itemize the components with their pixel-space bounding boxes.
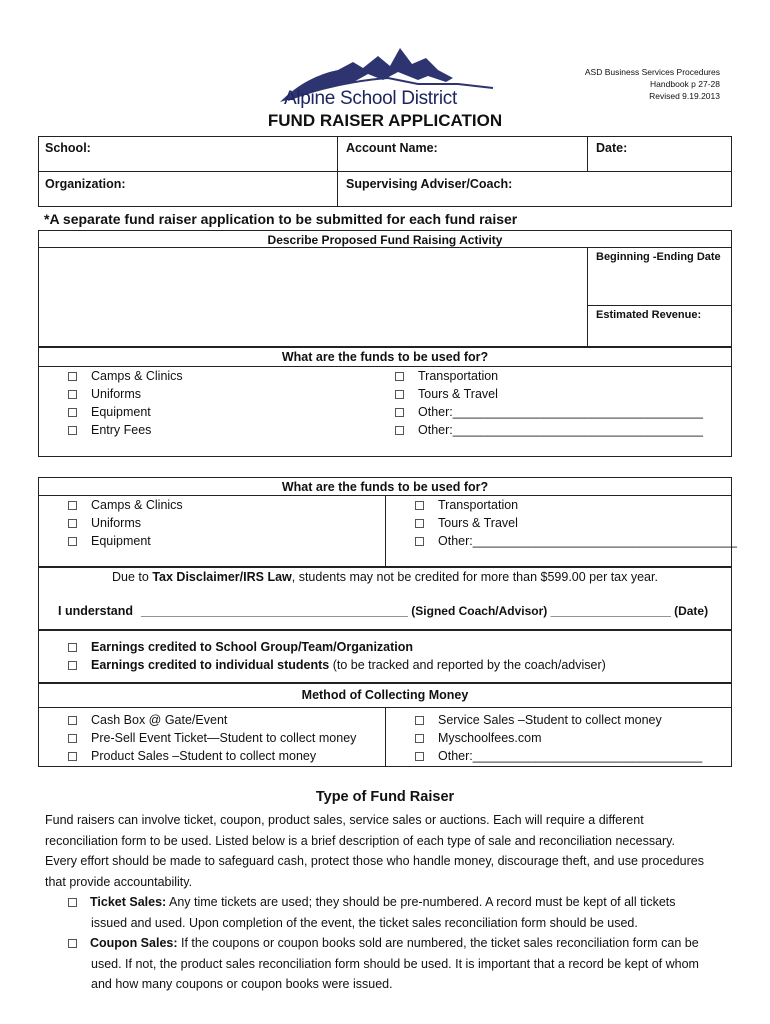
tax-disclaimer-pre: Due to <box>112 570 153 584</box>
collecting-option[interactable] <box>68 731 356 745</box>
checkbox[interactable] <box>395 426 404 435</box>
intro-line: that provide accountability. <box>45 874 193 889</box>
fund-option[interactable] <box>395 387 498 401</box>
collecting-option-label: Other:_________________________________ <box>438 749 703 763</box>
fund-option-label: Other:____________________________________ <box>418 405 704 419</box>
fund-option-label: Uniforms <box>91 516 142 530</box>
coupon-sales-line: If the coupons or coupon books sold are numbered, the ticket sales reconciliation form can be <box>177 936 699 950</box>
earnings-option-label: Earnings credited to School Group/Team/Organization <box>91 640 414 654</box>
checkbox[interactable] <box>415 537 424 546</box>
earnings-option[interactable] <box>68 658 606 672</box>
tax-disclaimer-post: , students may not be credited for more than $599.00 per tax year. <box>291 570 658 584</box>
fund-option[interactable] <box>68 534 151 548</box>
fund-option-label: Transportation <box>438 498 519 512</box>
types-intro <box>45 810 735 892</box>
ticket-sales-line: Any time tickets are used; they should be pre-numbered. A record must be kept of all tickets <box>166 895 676 909</box>
ticket-sales-label: Ticket Sales: <box>90 895 167 909</box>
signature-line[interactable]: ________________________________________ (Signed Coach/Advisor) __________________ (Date) <box>141 604 709 618</box>
fund-option[interactable] <box>68 369 183 383</box>
checkbox[interactable] <box>395 372 404 381</box>
coupon-sales-label: Coupon Sales: <box>90 936 178 950</box>
dates-field[interactable]: Beginning -Ending Date <box>596 251 721 263</box>
fund-option-label: Camps & Clinics <box>91 498 183 512</box>
intro-line: Fund raisers can involve ticket, coupon, product sales, service sales or auctions. Each will require a different <box>45 813 644 827</box>
collecting-option-label: Service Sales –Student to collect money <box>438 713 662 727</box>
fund-option-label: Tours & Travel <box>418 387 498 401</box>
checkbox[interactable] <box>68 734 77 743</box>
collecting-option[interactable] <box>415 749 702 763</box>
procedures-line: Revised 9.19.2013 <box>649 91 720 101</box>
earnings-option[interactable] <box>68 640 413 654</box>
bullet-box <box>68 939 77 948</box>
checkbox[interactable] <box>415 734 424 743</box>
collecting-option-label: Pre-Sell Event Ticket—Student to collect money <box>91 731 357 745</box>
procedures-line: Handbook p 27-28 <box>650 79 720 89</box>
understand-label: I understand <box>58 604 134 618</box>
fund-option[interactable] <box>415 516 518 530</box>
checkbox[interactable] <box>68 716 77 725</box>
tax-disclaimer <box>38 570 732 584</box>
collecting-option-label: Myschoolfees.com <box>438 731 542 745</box>
collecting-option[interactable] <box>68 749 316 763</box>
checkbox[interactable] <box>68 408 77 417</box>
coupon-sales-item <box>68 933 738 995</box>
checkbox[interactable] <box>415 716 424 725</box>
separate-application-note: *A separate fund raiser application to be submitted for each fund raiser <box>44 211 518 227</box>
fund-option-label: Uniforms <box>91 387 142 401</box>
earnings-option-note: (to be tracked and reported by the coach/adviser) <box>329 658 606 672</box>
page-title: FUND RAISER APPLICATION <box>267 111 503 130</box>
fund-option[interactable] <box>415 498 518 512</box>
checkbox[interactable] <box>415 519 424 528</box>
funds-header: What are the funds to be used for? <box>281 480 489 494</box>
checkbox[interactable] <box>68 501 77 510</box>
checkbox[interactable] <box>68 661 77 670</box>
fund-option-label: Other:____________________________________ <box>418 423 704 437</box>
account-name-field[interactable]: Account Name: <box>346 141 438 155</box>
fund-option-label: Equipment <box>91 405 151 419</box>
procedures-reference <box>560 66 720 102</box>
intro-line: Every effort should be made to safeguard cash, protect those who handle money, discourage theft, and use procedures <box>45 854 704 868</box>
earnings-option-label: Earnings credited to individual students <box>91 658 330 672</box>
fund-option-label: Tours & Travel <box>438 516 518 530</box>
fund-option-label: Equipment <box>91 534 151 548</box>
fund-option[interactable] <box>68 405 151 419</box>
fund-option-label: Other:______________________________________ <box>438 534 737 548</box>
fund-option-label: Camps & Clinics <box>91 369 183 383</box>
fund-option[interactable] <box>68 498 183 512</box>
fund-option[interactable] <box>68 423 151 437</box>
activity-description-area[interactable] <box>40 249 585 345</box>
supervisor-field[interactable]: Supervising Adviser/Coach: <box>346 177 513 191</box>
coupon-sales-line: and how many coupons or coupon books were issued. <box>91 977 393 991</box>
fund-option[interactable] <box>68 387 141 401</box>
activity-header: Describe Proposed Fund Raising Activity <box>267 233 503 247</box>
school-field[interactable]: School: <box>45 141 91 155</box>
collecting-option-label: Product Sales –Student to collect money <box>91 749 317 763</box>
fund-option-label: Transportation <box>418 369 499 383</box>
checkbox[interactable] <box>68 752 77 761</box>
ticket-sales-item <box>68 892 738 933</box>
checkbox[interactable] <box>395 390 404 399</box>
fund-option[interactable] <box>68 516 141 530</box>
collecting-option[interactable] <box>68 713 227 727</box>
fund-option[interactable] <box>415 534 737 548</box>
estimated-revenue-field[interactable]: Estimated Revenue: <box>596 309 702 321</box>
logo-text: Alpine School District <box>284 88 457 109</box>
collecting-option-label: Cash Box @ Gate/Event <box>91 713 228 727</box>
date-field[interactable]: Date: <box>596 141 628 155</box>
intro-line: reconciliation form to be used. Listed below is a brief description of each type of sale and reconciliation necessary. <box>45 833 675 848</box>
checkbox[interactable] <box>68 426 77 435</box>
district-logo <box>278 44 500 110</box>
checkbox[interactable] <box>415 752 424 761</box>
fund-option[interactable] <box>395 369 498 383</box>
checkbox[interactable] <box>68 372 77 381</box>
collecting-option[interactable] <box>415 731 542 745</box>
funds-header: What are the funds to be used for? <box>281 350 489 364</box>
fund-option[interactable] <box>395 423 703 437</box>
types-heading: Type of Fund Raiser <box>315 789 455 805</box>
checkbox[interactable] <box>68 390 77 399</box>
checkbox[interactable] <box>415 501 424 510</box>
procedures-line: ASD Business Services Procedures <box>584 67 720 77</box>
tax-disclaimer-bold: Tax Disclaimer/IRS Law <box>152 570 292 584</box>
bullet-box <box>68 898 77 907</box>
checkbox[interactable] <box>68 537 77 546</box>
earnings-section <box>38 630 732 683</box>
checkbox[interactable] <box>68 519 77 528</box>
ticket-sales-line: issued and used. Upon completion of the event, the ticket sales reconciliation form should be used. <box>91 915 638 930</box>
fund-option[interactable] <box>395 405 703 419</box>
organization-field[interactable]: Organization: <box>45 177 126 191</box>
checkbox[interactable] <box>68 643 77 652</box>
collecting-header: Method of Collecting Money <box>301 688 469 702</box>
collecting-option[interactable] <box>415 713 662 727</box>
coupon-sales-line: used. If not, the product sales reconciliation form should be used. It is important that a record be kept of whom <box>91 956 699 971</box>
checkbox[interactable] <box>395 408 404 417</box>
fund-option-label: Entry Fees <box>91 423 152 437</box>
